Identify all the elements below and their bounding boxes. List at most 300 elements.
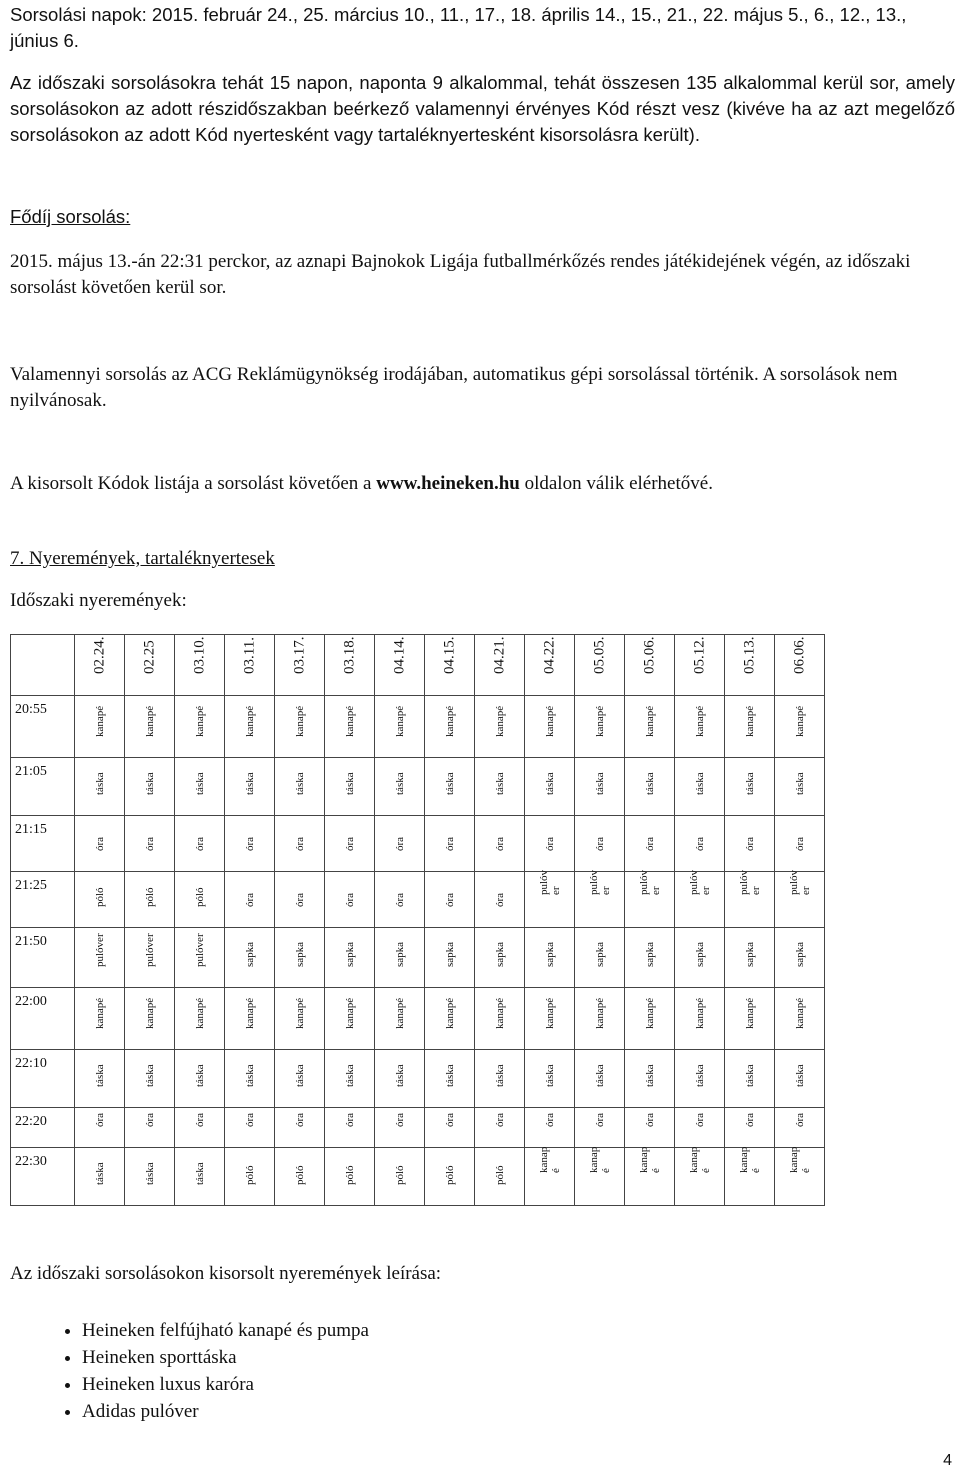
prize-cell [325,1108,375,1148]
prize-cell [575,816,625,872]
draw-time: 22:10 [11,1050,75,1108]
prize-cell [75,1148,125,1206]
prize-label: óra [293,892,306,907]
list-item: • Adidas pulóver [82,1398,369,1425]
prize-cell [175,1148,225,1206]
table-row [11,1050,825,1108]
prize-cell [675,816,725,872]
prize-cell [475,872,525,928]
table-row [11,696,825,758]
prize-label: póló [93,887,106,907]
prize-label: óra [143,1112,156,1127]
prize-cell [75,872,125,928]
prize-cell [425,928,475,988]
prize-cell [125,1148,175,1206]
prize-label: táska [93,1064,106,1087]
prize-cell [375,696,425,758]
page-number: 4 [943,1452,952,1469]
prize-label: táska [193,1162,206,1185]
prize-label: kanap é [687,1146,712,1173]
prize-cell [725,988,775,1050]
prize-label: sapka [793,941,806,967]
date-header [225,635,275,696]
prize-label: óra [643,1112,656,1127]
prize-cell [775,1108,825,1148]
prize-cell [225,1108,275,1148]
date-label: 05.06. [641,636,657,674]
prize-label: óra [543,836,556,851]
prize-cell [725,758,775,816]
prize-cell [725,1148,775,1206]
prize-cell [75,928,125,988]
date-label: 03.11. [241,637,257,674]
prize-label: táska [493,1064,506,1087]
prize-label: táska [693,772,706,795]
prize-cell [475,1050,525,1108]
prize-label: táska [93,1162,106,1185]
prize-label: kanapé [193,705,206,737]
prize-label: táska [343,772,356,795]
prize-cell [275,1050,325,1108]
prize-label: óra [193,1112,206,1127]
prize-cell [275,872,325,928]
prize-label: óra [593,1112,606,1127]
prize-cell [75,816,125,872]
prize-cell [425,816,475,872]
date-header [625,635,675,696]
prize-cell [425,872,475,928]
prize-cell [75,1050,125,1108]
prize-cell [325,872,375,928]
prize-label: óra [493,892,506,907]
prize-cell [325,1050,375,1108]
table-row [11,988,825,1050]
prize-cell [525,1050,575,1108]
prize-cell [525,758,575,816]
date-label: 05.05. [591,636,607,674]
prize-label: kanapé [493,997,506,1029]
prize-cell [575,928,625,988]
prize-label: pulóv er [787,869,812,895]
prize-cell [475,928,525,988]
prize-cell [725,1108,775,1148]
prize-cell [475,1148,525,1206]
draw-time: 21:15 [11,816,75,872]
prize-cell [575,988,625,1050]
prize-cell [275,816,325,872]
draw-location-text: Valamennyi sorsolás az ACG Reklámügynökség irodájában, automatikus gépi sorsolással történik. A sorsolások nem nyilvánosak. [10,364,898,411]
date-header [725,635,775,696]
prize-label: óra [543,1112,556,1127]
prize-cell [525,696,575,758]
prize-cell [475,988,525,1050]
date-label: 03.17. [291,636,307,674]
prize-label: kanap é [537,1146,562,1173]
prize-label: pulóver [143,933,156,967]
date-label: 05.13. [741,636,757,674]
prize-label: óra [443,836,456,851]
prize-cell [525,988,575,1050]
date-label: 03.18. [341,636,357,674]
prize-label: kanapé [193,997,206,1029]
prize-cell [625,1148,675,1206]
prize-label: sapka [393,941,406,967]
table-row [11,816,825,872]
prize-cell [775,1148,825,1206]
prize-label: táska [243,772,256,795]
draw-time: 21:50 [11,928,75,988]
prize-label: óra [93,1112,106,1127]
prize-cell [175,1050,225,1108]
prize-label: óra [643,836,656,851]
prize-label: kanapé [543,705,556,737]
prize-cell [125,816,175,872]
prize-label: óra [143,836,156,851]
prize-cell [675,928,725,988]
prize-label: óra [443,1112,456,1127]
prize-label: óra [693,1112,706,1127]
prize-cell [425,1050,475,1108]
prize-label: óra [293,836,306,851]
prize-label: póló [293,1165,306,1185]
prize-cell [75,758,125,816]
prize-cell [425,1148,475,1206]
prize-cell [425,758,475,816]
prizes-heading: Az időszaki sorsolásokon kisorsolt nyeremények leírása: [10,1263,442,1284]
prize-label: pulóv er [537,869,562,895]
list-item: • Heineken felfújható kanapé és pumpa [82,1317,369,1344]
prize-label: sapka [593,941,606,967]
prize-cell [375,1148,425,1206]
prize-label: táska [593,1064,606,1087]
prize-label: óra [343,892,356,907]
date-label: 04.14. [391,636,407,674]
date-header [575,635,625,696]
draw-explanation-paragraph: Az időszaki sorsolásokra tehát 15 napon, naponta 9 alkalommal, tehát összesen 135 alkalommal kerül sor, amely sorsolásokon az adott részidőszakban beérkező valamennyi érvényes Kód részt vesz (kivéve ha az azt megelőző sorsolásokon az adott Kód nyertesként vagy tartaléknyertesként kisorsolásra került). [10,72,955,145]
prize-cell [775,696,825,758]
draw-time: 22:30 [11,1148,75,1206]
prize-cell [475,816,525,872]
prize-label: óra [293,1112,306,1127]
draw-time: 20:55 [11,696,75,758]
prize-label: kanapé [593,705,606,737]
prize-label: sapka [343,941,356,967]
prize-cell [725,1050,775,1108]
prize-cell [275,1148,325,1206]
table-row [11,928,825,988]
date-label: 04.15. [441,636,457,674]
prize-label: kanapé [393,705,406,737]
prize-label: kanapé [293,997,306,1029]
prize-label: pulóv er [737,869,762,895]
draw-time: 22:00 [11,988,75,1050]
date-header [675,635,725,696]
prize-cell [375,816,425,872]
prize-cell [475,758,525,816]
prize-label: táska [93,772,106,795]
prize-label: óra [193,836,206,851]
prize-cell [425,988,475,1050]
list-item: • Heineken sporttáska [82,1344,369,1371]
prize-cell [375,872,425,928]
prize-label: pulóver [93,933,106,967]
prize-label: kanapé [93,705,106,737]
prize-cell [475,696,525,758]
prize-cell [125,872,175,928]
prize-label: óra [493,1112,506,1127]
prize-cell [75,696,125,758]
prize-label: óra [393,1112,406,1127]
prize-cell [225,816,275,872]
table-row [11,1108,825,1148]
table-corner-cell [11,635,75,696]
prize-cell [675,988,725,1050]
prize-label: táska [143,1064,156,1087]
prize-cell [275,758,325,816]
prize-label: táska [143,772,156,795]
prize-cell [625,1108,675,1148]
prize-label: táska [393,772,406,795]
prize-label: kanapé [693,997,706,1029]
date-label: 02.25 [141,640,157,674]
prize-label: sapka [443,941,456,967]
prize-cell [125,758,175,816]
date-header [775,635,825,696]
prize-cell [225,696,275,758]
prize-cell [575,1050,625,1108]
prize-label: táska [693,1064,706,1087]
draw-time: 21:05 [11,758,75,816]
date-header [125,635,175,696]
prize-cell [775,928,825,988]
prize-label: póló [343,1165,356,1185]
prize-cell [275,928,325,988]
prize-cell [675,696,725,758]
prize-label: kanapé [243,705,256,737]
date-header [275,635,325,696]
date-label: 04.21. [491,636,507,674]
prize-cell [625,816,675,872]
date-header [75,635,125,696]
list-item: • Heineken luxus karóra [82,1371,369,1398]
prize-label: kanapé [143,997,156,1029]
prize-cell [625,1050,675,1108]
prize-cell [375,758,425,816]
prize-label: óra [343,836,356,851]
winners-text-suffix: oldalon válik elérhetővé. [519,473,713,494]
table-row [11,1148,825,1206]
prize-label: kanapé [793,705,806,737]
prize-cell [575,869,625,928]
winners-text-prefix: A kisorsolt Kódok listája a sorsolást követően a [10,473,377,494]
prize-cell [125,988,175,1050]
prize-label: kanapé [743,997,756,1029]
draw-time: 21:25 [11,872,75,928]
prize-label: óra [793,836,806,851]
prize-cell [575,1148,625,1206]
date-header [425,635,475,696]
prize-label: póló [393,1165,406,1185]
prize-label: óra [243,836,256,851]
prize-label: táska [593,772,606,795]
prize-cell [125,928,175,988]
prize-cell [725,869,775,928]
prize-cell [725,696,775,758]
prize-cell [325,988,375,1050]
table-body [11,696,825,1206]
prize-label: óra [243,1112,256,1127]
prize-cell [775,816,825,872]
prize-label: póló [493,1165,506,1185]
date-label: 05.12. [691,636,707,674]
date-header [175,635,225,696]
prize-cell [525,816,575,872]
prize-cell [625,758,675,816]
prize-schedule-table [10,634,825,1206]
prize-cell [325,928,375,988]
prize-cell [675,1050,725,1108]
prize-cell [525,1148,575,1206]
prize-cell [125,696,175,758]
prize-label: óra [343,1112,356,1127]
prize-cell [625,869,675,928]
prize-label: kanapé [293,705,306,737]
prize-list [0,1317,369,1425]
prize-cell [725,928,775,988]
prize-label: sapka [693,941,706,967]
prize-label: táska [193,772,206,795]
prize-cell [375,1050,425,1108]
prize-cell [175,988,225,1050]
prize-cell [275,988,325,1050]
prize-label: kanapé [443,997,456,1029]
prize-label: óra [743,836,756,851]
prize-cell [225,1148,275,1206]
prize-cell [625,988,675,1050]
prize-label: táska [293,1064,306,1087]
prize-label: kanap é [737,1146,762,1173]
prize-label: kanapé [93,997,106,1029]
prize-label: táska [493,772,506,795]
date-label: 03.10. [191,636,207,674]
draw-dates-text: Sorsolási napok: 2015. február 24., 25. március 10., 11., 17., 18. április 14., 15., 21., 22. május 5., 6., 12., 13., június 6. [10,4,907,51]
heineken-link[interactable]: www.heineken.hu [376,473,520,494]
prize-cell [675,758,725,816]
prize-label: óra [743,1112,756,1127]
prize-label: kanapé [243,997,256,1029]
prize-label: kanapé [793,997,806,1029]
prize-cell [375,988,425,1050]
prize-label: táska [143,1162,156,1185]
prize-label: sapka [743,941,756,967]
table-row [11,758,825,816]
prize-label: kanapé [743,705,756,737]
prize-cell [175,928,225,988]
prize-label: pulóv er [637,869,662,895]
prize-label: táska [793,772,806,795]
prize-cell [75,1108,125,1148]
prize-label: táska [543,1064,556,1087]
prize-label: sapka [243,941,256,967]
prize-label: táska [343,1064,356,1087]
prize-label: táska [443,772,456,795]
prize-label: óra [593,836,606,851]
prize-cell [575,758,625,816]
prize-cell [275,1108,325,1148]
prize-cell [275,696,325,758]
prize-label: kanapé [443,705,456,737]
main-draw-text: 2015. május 13.-án 22:31 perckor, az aznapi Bajnokok Ligája futballmérkőzés rendes játékidejének végén, az időszaki sorsolást követően kerül sor. [10,251,911,298]
prize-cell [375,1108,425,1148]
prize-cell [675,1148,725,1206]
prize-label: kanapé [343,997,356,1029]
prize-label: póló [193,887,206,907]
prize-cell [675,869,725,928]
prize-cell [775,869,825,928]
prize-label: óra [93,836,106,851]
table-header-row [11,635,825,696]
prize-cell [175,1108,225,1148]
prize-label: póló [243,1165,256,1185]
prize-cell [775,758,825,816]
prize-label: táska [543,772,556,795]
prize-label: kanapé [543,997,556,1029]
date-header [375,635,425,696]
prize-cell [75,988,125,1050]
prize-label: sapka [493,941,506,967]
date-header [475,635,525,696]
prize-cell [575,696,625,758]
prize-cell [175,696,225,758]
date-label: 04.22. [541,636,557,674]
prize-label: táska [643,1064,656,1087]
prize-cell [725,816,775,872]
prize-cell [225,872,275,928]
date-header [525,635,575,696]
main-draw-heading: Fődíj sorsolás: [10,206,131,227]
section-subheading: Időszaki nyeremények: [10,590,187,611]
prize-label: óra [493,836,506,851]
prize-label: sapka [643,941,656,967]
prize-label: táska [243,1064,256,1087]
prize-cell [175,872,225,928]
prize-label: póló [443,1165,456,1185]
prize-label: kanapé [643,997,656,1029]
prize-cell [775,988,825,1050]
prize-cell [625,928,675,988]
prize-cell [525,1108,575,1148]
prize-cell [475,1108,525,1148]
draw-time: 22:20 [11,1108,75,1148]
prize-label: óra [393,892,406,907]
prize-label: kanapé [643,705,656,737]
prize-label: kanapé [593,997,606,1029]
prize-label: pulóv er [587,869,612,895]
prize-label: táska [393,1064,406,1087]
prize-cell [375,928,425,988]
winners-list-text [10,471,955,497]
date-label: 06.06. [791,636,807,674]
prize-label: sapka [543,941,556,967]
prize-label: óra [693,836,706,851]
prize-label: táska [793,1064,806,1087]
prize-label: táska [293,772,306,795]
prize-label: kanap é [637,1146,662,1173]
prize-label: kanapé [343,705,356,737]
prize-cell [325,816,375,872]
prize-cell [775,1050,825,1108]
prize-label: táska [743,1064,756,1087]
